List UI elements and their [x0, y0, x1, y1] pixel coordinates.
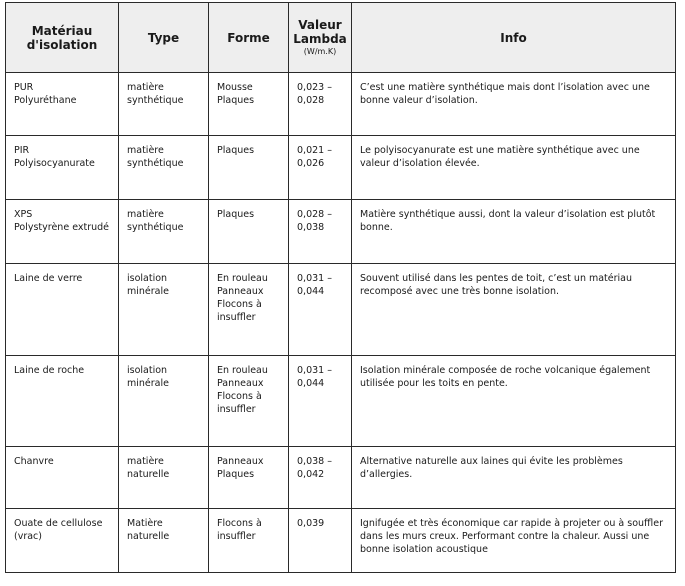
cell-type: matière synthétique	[119, 136, 209, 200]
cell-forme: Flocons à insuffler	[209, 509, 289, 573]
cell-forme: Panneaux Plaques	[209, 447, 289, 509]
cell-info: Matière synthétique aussi, dont la valeur d’isolation est plutôt bonne.	[352, 200, 676, 264]
table-row	[6, 356, 676, 447]
cell-info: C’est une matière synthétique mais dont l’isolation avec une bonne valeur d’isolation.	[352, 73, 676, 136]
cell-forme: Mousse Plaques	[209, 73, 289, 136]
cell-forme: Plaques	[209, 200, 289, 264]
table-row	[6, 264, 676, 356]
cell-forme: En rouleau Panneaux Flocons à insuffler	[209, 356, 289, 447]
cell-forme: En rouleau Panneaux Flocons à insuffler	[209, 264, 289, 356]
cell-material: Chanvre	[6, 447, 119, 509]
header-lambda-label: Valeur Lambda	[293, 18, 347, 46]
header-lambda-unit: (W/m.K)	[303, 47, 337, 56]
cell-lambda: 0,038 – 0,042	[289, 447, 352, 509]
cell-material: XPS Polystyrène extrudé	[6, 200, 119, 264]
header-lambda	[289, 3, 352, 73]
cell-lambda: 0,021 – 0,026	[289, 136, 352, 200]
header-type: Type	[119, 3, 209, 73]
cell-lambda: 0,031 – 0,044	[289, 264, 352, 356]
header-forme: Forme	[209, 3, 289, 73]
cell-lambda: 0,023 – 0,028	[289, 73, 352, 136]
cell-type: matière synthétique	[119, 73, 209, 136]
cell-lambda: 0,039	[289, 509, 352, 573]
cell-material: PUR Polyuréthane	[6, 73, 119, 136]
cell-material: Ouate de cellulose (vrac)	[6, 509, 119, 573]
cell-material: Laine de verre	[6, 264, 119, 356]
table-row	[6, 200, 676, 264]
table-row	[6, 447, 676, 509]
cell-type: matière synthétique	[119, 200, 209, 264]
insulation-table	[5, 2, 676, 573]
cell-type: isolation minérale	[119, 356, 209, 447]
cell-type: Matière naturelle	[119, 509, 209, 573]
header-info: Info	[352, 3, 676, 73]
cell-lambda: 0,028 – 0,038	[289, 200, 352, 264]
header-material: Matériau d'isolation	[6, 3, 119, 73]
cell-forme: Plaques	[209, 136, 289, 200]
table-row	[6, 73, 676, 136]
cell-material: PIR Polyisocyanurate	[6, 136, 119, 200]
cell-type: isolation minérale	[119, 264, 209, 356]
cell-info: Alternative naturelle aux laines qui évite les problèmes d’allergies.	[352, 447, 676, 509]
cell-lambda: 0,031 – 0,044	[289, 356, 352, 447]
cell-info: Ignifugée et très économique car rapide à projeter ou à souffler dans les murs creux. Performant contre la chaleur. Aussi une bonne isolation acoustique	[352, 509, 676, 573]
cell-info: Isolation minérale composée de roche volcanique également utilisée pour les toits en pente.	[352, 356, 676, 447]
header-row	[6, 3, 676, 73]
cell-info: Souvent utilisé dans les pentes de toit, c’est un matériau recomposé avec une très bonne isolation.	[352, 264, 676, 356]
cell-type: matière naturelle	[119, 447, 209, 509]
cell-material: Laine de roche	[6, 356, 119, 447]
cell-info: Le polyisocyanurate est une matière synthétique avec une valeur d’isolation élevée.	[352, 136, 676, 200]
table-row	[6, 136, 676, 200]
table-row	[6, 509, 676, 573]
